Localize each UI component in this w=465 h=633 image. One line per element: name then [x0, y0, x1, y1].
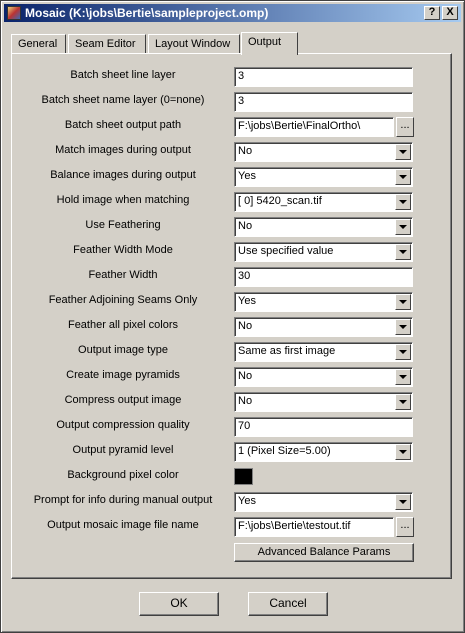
select-value: No [238, 145, 253, 157]
setting-row [12, 466, 453, 487]
output-mosaic-file-input[interactable]: F:\jobs\Bertie\testout.tif [234, 517, 394, 537]
dropdown-arrow-icon[interactable] [395, 444, 411, 460]
select-value: No [238, 370, 253, 382]
dropdown-arrow-icon[interactable] [395, 194, 411, 210]
select-value: [ 0] 5420_scan.tif [238, 195, 322, 207]
batch-name-layer-input[interactable]: 3 [234, 92, 413, 112]
compression-quality-input[interactable]: 70 [234, 417, 413, 437]
use-feathering-select[interactable] [234, 217, 413, 237]
tab-seam-editor[interactable]: Seam Editor [68, 34, 146, 54]
feather-width-mode-select[interactable] [234, 242, 413, 262]
tab-layout-window[interactable]: Layout Window [148, 34, 240, 54]
tab-output[interactable]: Output [241, 32, 298, 55]
cancel-button[interactable]: Cancel [248, 592, 328, 616]
help-button[interactable]: ? [424, 6, 440, 20]
browse-mosaic-file-button[interactable]: ... [396, 517, 414, 537]
setting-label: Hold image when matching [56, 194, 190, 206]
select-value: Yes [238, 495, 256, 507]
browse-output-path-button[interactable]: ... [396, 117, 414, 137]
setting-label: Batch sheet name layer (0=none) [41, 94, 205, 106]
create-pyramids-select[interactable] [234, 367, 413, 387]
select-value: 1 (Pixel Size=5.00) [238, 445, 331, 457]
setting-row [12, 316, 453, 337]
batch-output-path-input[interactable]: F:\jobs\Bertie\FinalOrtho\ [234, 117, 394, 137]
setting-row [12, 341, 453, 362]
select-value: Use specified value [238, 245, 334, 257]
tab-general[interactable]: General [11, 34, 66, 54]
setting-label: Balance images during output [50, 169, 196, 181]
dropdown-arrow-icon[interactable] [395, 144, 411, 160]
output-image-type-select[interactable] [234, 342, 413, 362]
dropdown-arrow-icon[interactable] [395, 169, 411, 185]
setting-label: Match images during output [55, 144, 191, 156]
dropdown-arrow-icon[interactable] [395, 344, 411, 360]
setting-row [12, 391, 453, 412]
setting-row [12, 516, 453, 537]
dropdown-arrow-icon[interactable] [395, 369, 411, 385]
setting-label: Batch sheet output path [64, 119, 182, 131]
setting-label: Batch sheet line layer [70, 69, 176, 81]
setting-row [12, 491, 453, 512]
setting-label: Feather Width [88, 269, 158, 281]
select-value: No [238, 395, 253, 407]
setting-label: Compress output image [64, 394, 182, 406]
pyramid-level-select[interactable] [234, 442, 413, 462]
setting-row [12, 66, 453, 87]
dropdown-arrow-icon[interactable] [395, 219, 411, 235]
dropdown-arrow-icon[interactable] [395, 394, 411, 410]
setting-label: Output image type [78, 344, 168, 356]
setting-row [12, 166, 453, 187]
select-value: Yes [238, 295, 256, 307]
setting-label: Feather Adjoining Seams Only [48, 294, 198, 306]
match-images-select[interactable] [234, 142, 413, 162]
dropdown-arrow-icon[interactable] [395, 244, 411, 260]
batch-line-layer-input[interactable]: 3 [234, 67, 413, 87]
setting-label: Create image pyramids [66, 369, 180, 381]
hold-image-select[interactable] [234, 192, 413, 212]
compress-output-select[interactable] [234, 392, 413, 412]
feather-adjoining-seams-select[interactable] [234, 292, 413, 312]
setting-row [12, 366, 453, 387]
select-value: No [238, 320, 253, 332]
setting-label: Prompt for info during manual output [33, 494, 213, 506]
balance-images-select[interactable] [234, 167, 413, 187]
feather-pixel-colors-select[interactable] [234, 317, 413, 337]
setting-row [12, 216, 453, 237]
setting-label: Output mosaic image file name [47, 519, 199, 531]
select-value: Same as first image [238, 345, 336, 357]
setting-label: Output pyramid level [72, 444, 174, 456]
setting-row [12, 116, 453, 137]
setting-row [12, 266, 453, 287]
setting-label: Feather Width Mode [73, 244, 173, 256]
prompt-manual-output-select[interactable] [234, 492, 413, 512]
ok-button[interactable]: OK [139, 592, 219, 616]
select-value: Yes [238, 170, 256, 182]
setting-row [12, 291, 453, 312]
window-title: Mosaic (K:\jobs\Bertie\sampleproject.omp) [25, 6, 269, 20]
setting-row [12, 441, 453, 462]
setting-label: Output compression quality [56, 419, 190, 431]
dropdown-arrow-icon[interactable] [395, 494, 411, 510]
dropdown-arrow-icon[interactable] [395, 319, 411, 335]
setting-row [12, 241, 453, 262]
setting-row [12, 416, 453, 437]
select-value: No [238, 220, 253, 232]
setting-row [12, 191, 453, 212]
close-button[interactable]: X [442, 6, 458, 20]
feather-width-input[interactable]: 30 [234, 267, 413, 287]
dropdown-arrow-icon[interactable] [395, 294, 411, 310]
output-panel [11, 53, 452, 579]
setting-label: Feather all pixel colors [67, 319, 179, 331]
setting-row [12, 141, 453, 162]
setting-label: Background pixel color [67, 469, 179, 481]
advanced-balance-params-button[interactable]: Advanced Balance Params [234, 543, 414, 562]
mosaic-app-icon [7, 6, 21, 20]
title-bar[interactable] [4, 4, 461, 22]
setting-row [12, 91, 453, 112]
setting-label: Use Feathering [85, 219, 161, 231]
background-color-swatch[interactable] [234, 468, 253, 485]
